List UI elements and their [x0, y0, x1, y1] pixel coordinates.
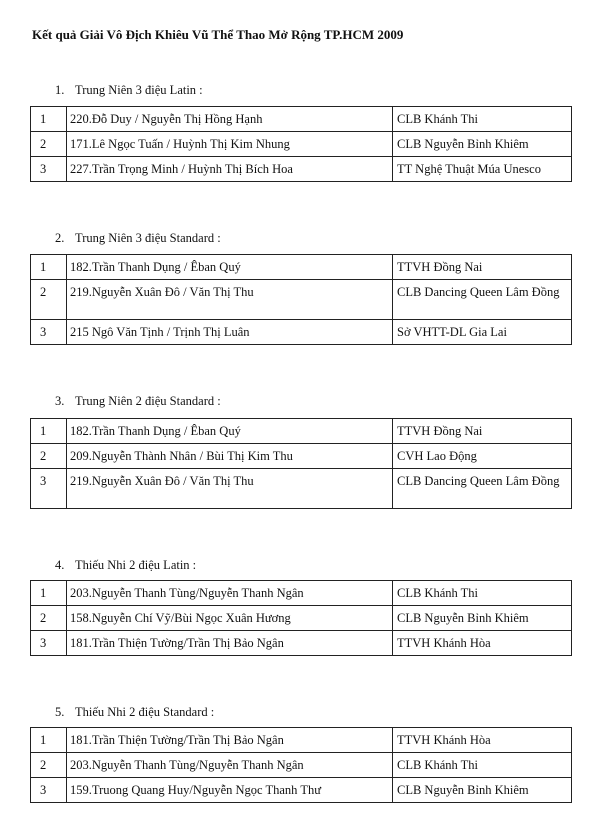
document-title: Kết quả Giải Vô Địch Khiêu Vũ Thể Thao Mở Rộng TP.HCM 2009: [32, 27, 404, 42]
table-row: [31, 320, 572, 345]
table-row: [31, 419, 572, 444]
rank-cell: 1: [31, 107, 67, 132]
couple-cell: 203.Nguyễn Thanh Tùng/Nguyễn Thanh Ngân: [67, 581, 393, 606]
rank-cell: 1: [31, 728, 67, 753]
table-row: [31, 132, 572, 157]
club-cell: CLB Nguyễn Bỉnh Khiêm: [393, 606, 572, 631]
couple-cell: 220.Đỗ Duy / Nguyễn Thị Hồng Hạnh: [67, 107, 393, 132]
section-heading-4: [55, 558, 196, 573]
section-number: 4.: [55, 558, 65, 572]
rank-cell: 1: [31, 419, 67, 444]
section-number: 1.: [55, 83, 65, 97]
rank-cell: 3: [31, 320, 67, 345]
section-number: 2.: [55, 231, 65, 245]
club-cell: CLB Nguyễn Bỉnh Khiêm: [393, 132, 572, 157]
table-row: [31, 728, 572, 753]
rank-cell: 2: [31, 444, 67, 469]
table-row: [31, 469, 572, 509]
club-cell: CLB Nguyễn Bỉnh Khiêm: [393, 778, 572, 803]
couple-cell: 219.Nguyễn Xuân Đô / Văn Thị Thu: [67, 280, 393, 320]
section-title: Thiếu Nhi 2 điệu Latin :: [75, 558, 197, 572]
results-table-1: [30, 106, 572, 182]
section-title: Trung Niên 2 điệu Standard :: [75, 394, 221, 408]
section-heading-3: [55, 394, 221, 409]
rank-cell: 1: [31, 255, 67, 280]
table-row: [31, 444, 572, 469]
rank-cell: 3: [31, 157, 67, 182]
couple-cell: 158.Nguyễn Chí Vỹ/Bùi Ngọc Xuân Hương: [67, 606, 393, 631]
table-row: [31, 581, 572, 606]
club-cell: CLB Dancing Queen Lâm Đồng: [393, 469, 572, 509]
results-table-5: [30, 727, 572, 803]
rank-cell: 2: [31, 280, 67, 320]
results-table-4: [30, 580, 572, 656]
couple-cell: 181.Trần Thiện Tường/Trần Thị Bảo Ngân: [67, 631, 393, 656]
couple-cell: 182.Trần Thanh Dụng / Êban Quý: [67, 255, 393, 280]
table-row: [31, 255, 572, 280]
couple-cell: 171.Lê Ngọc Tuấn / Huỳnh Thị Kim Nhung: [67, 132, 393, 157]
couple-cell: 159.Truong Quang Huy/Nguyễn Ngọc Thanh Thư: [67, 778, 393, 803]
rank-cell: 2: [31, 606, 67, 631]
couple-cell: 203.Nguyễn Thanh Tùng/Nguyễn Thanh Ngân: [67, 753, 393, 778]
section-title: Trung Niên 3 điệu Standard :: [75, 231, 221, 245]
club-cell: TTVH Khánh Hòa: [393, 728, 572, 753]
section-heading-2: [55, 231, 221, 246]
club-cell: CVH Lao Động: [393, 444, 572, 469]
couple-cell: 181.Trần Thiện Tường/Trần Thị Bảo Ngân: [67, 728, 393, 753]
section-title: Trung Niên 3 điệu Latin :: [75, 83, 203, 97]
table-row: [31, 753, 572, 778]
section-heading-5: [55, 705, 214, 720]
club-cell: CLB Khánh Thi: [393, 107, 572, 132]
table-row: [31, 157, 572, 182]
results-table-2: [30, 254, 572, 345]
section-title: Thiếu Nhi 2 điệu Standard :: [75, 705, 215, 719]
club-cell: TT Nghệ Thuật Múa Unesco: [393, 157, 572, 182]
club-cell: CLB Khánh Thi: [393, 581, 572, 606]
rank-cell: 2: [31, 132, 67, 157]
section-number: 5.: [55, 705, 65, 719]
couple-cell: 182.Trần Thanh Dụng / Êban Quý: [67, 419, 393, 444]
club-cell: CLB Dancing Queen Lâm Đồng: [393, 280, 572, 320]
club-cell: Sở VHTT-DL Gia Lai: [393, 320, 572, 345]
section-heading-1: [55, 83, 203, 98]
table-row: [31, 280, 572, 320]
rank-cell: 3: [31, 631, 67, 656]
couple-cell: 215 Ngô Văn Tịnh / Trịnh Thị Luân: [67, 320, 393, 345]
table-row: [31, 606, 572, 631]
results-table-3: [30, 418, 572, 509]
rank-cell: 3: [31, 778, 67, 803]
rank-cell: 2: [31, 753, 67, 778]
couple-cell: 219.Nguyễn Xuân Đô / Văn Thị Thu: [67, 469, 393, 509]
club-cell: TTVH Đồng Nai: [393, 255, 572, 280]
section-number: 3.: [55, 394, 65, 408]
rank-cell: 3: [31, 469, 67, 509]
couple-cell: 227.Trần Trọng Minh / Huỳnh Thị Bích Hoa: [67, 157, 393, 182]
club-cell: TTVH Đồng Nai: [393, 419, 572, 444]
table-row: [31, 778, 572, 803]
table-row: [31, 631, 572, 656]
club-cell: TTVH Khánh Hòa: [393, 631, 572, 656]
rank-cell: 1: [31, 581, 67, 606]
club-cell: CLB Khánh Thi: [393, 753, 572, 778]
couple-cell: 209.Nguyễn Thành Nhân / Bùi Thị Kim Thu: [67, 444, 393, 469]
table-row: [31, 107, 572, 132]
